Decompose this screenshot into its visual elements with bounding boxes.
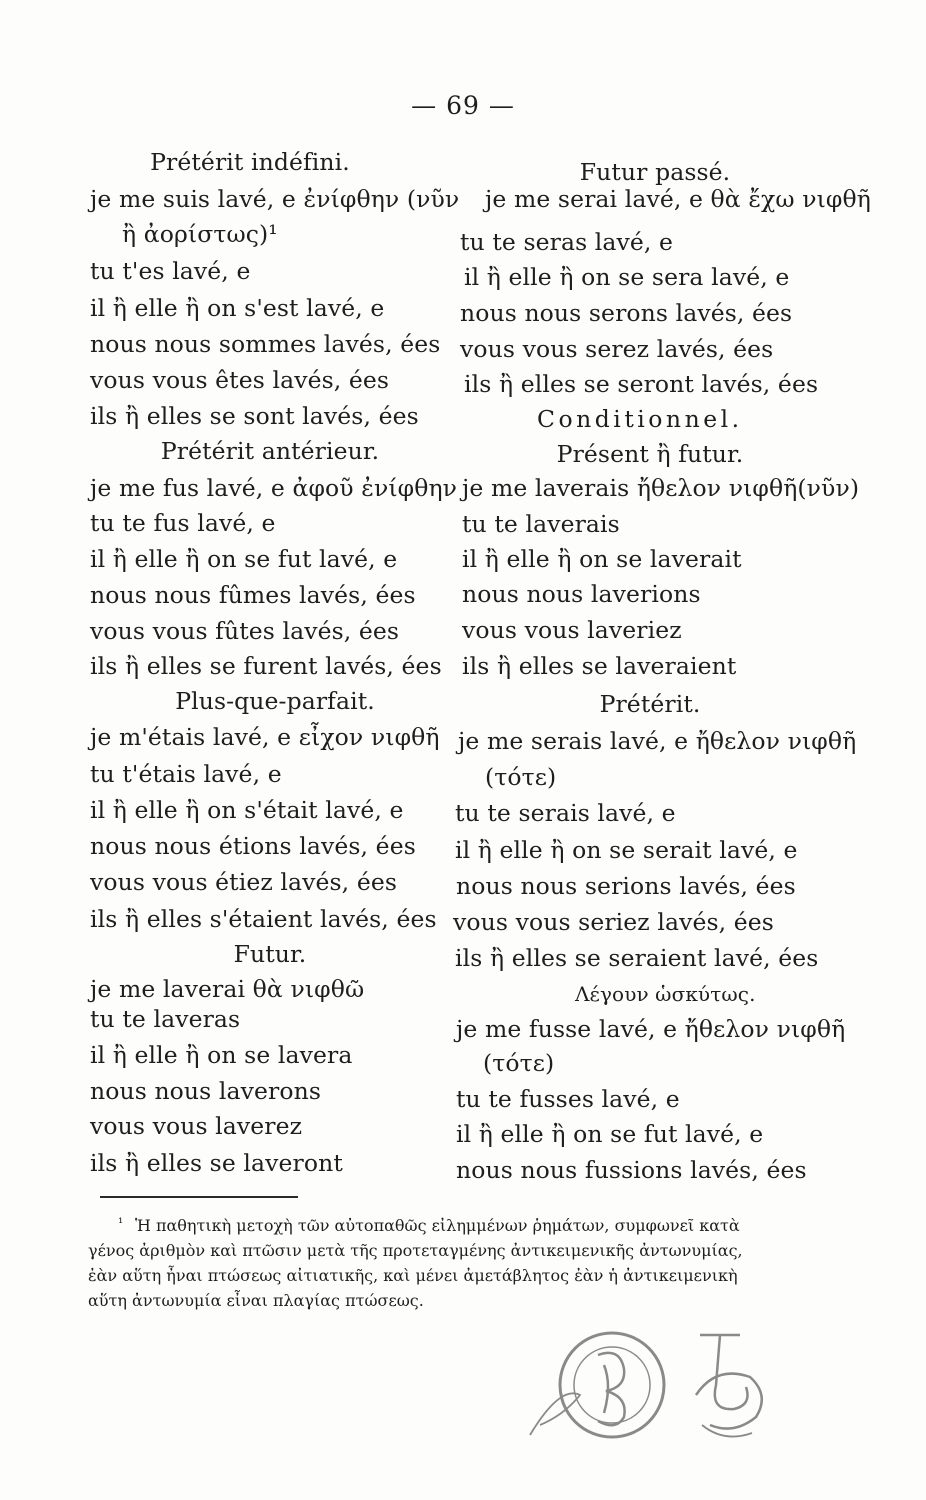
text-line: ils ἢ elles se seraient lavé, ées [455,944,819,972]
page-number: — 69 — [411,91,515,120]
text-line: nous nous laverions [462,580,701,608]
text-line: il ἢ elle ἢ on se serait lavé, e [455,836,798,864]
text-line: ils ἢ elles s'étaient lavés, ées [90,905,437,933]
text-line: (τότε) [485,763,557,791]
text-line: ils ἢ elles se seront lavés, ées [464,370,819,398]
text-line: vous vous serez lavés, ées [460,335,774,363]
text-line: je m'étais lavé, e εἶχον νιφθῆ [90,723,440,751]
text-line: tu t'étais lavé, e [90,760,282,788]
text-line: ils ἢ elles se sont lavés, ées [90,402,419,430]
text-line: tu te laverais [462,510,620,538]
text-line: vous vous êtes lavés, ées [90,366,390,394]
text-line: il ἢ elle ἢ on se sera lavé, e [464,263,790,291]
text-line: il ἢ elle ἢ on s'était lavé, e [90,796,404,824]
footnote-separator [100,1196,298,1198]
text-line: il ἢ elle ἢ on se laverait [462,545,742,573]
text-line: je me fusse lavé, e ἤθελον νιφθῆ [456,1015,846,1043]
text-line: nous nous fûmes lavés, ées [90,581,416,609]
heading-futur-passe: Futur passé. [579,158,731,186]
text-line: nous nous fussions lavés, ées [456,1156,807,1184]
heading-futur: Futur. [233,940,307,968]
footnote-line: ἐὰν αὕτη ἦναι πτώσεως αἰτιατικῆς, καὶ μένει ἀμετάβλητος ἐὰν ἡ ἀντικειμενικὴ [88,1266,738,1285]
text-line: nous nous sommes lavés, ées [90,330,441,358]
text-line: nous nous serions lavés, ées [456,872,796,900]
text-line: je me serais lavé, e ἤθελον νιφθῆ [458,727,857,755]
text-line: nous nous étions lavés, ées [90,832,416,860]
text-line: je me serai lavé, e θὰ ἔχω νιφθῆ [485,185,871,213]
text-line: tu te laveras [90,1005,241,1033]
text-line: vous vous laveriez [462,616,682,644]
text-line: je me fus lavé, e ἀφοῦ ἐνίφθην [90,474,458,502]
footnote-line: αὕτη ἀντωνυμία εἶναι πλαγίας πτώσεως. [88,1291,424,1310]
heading-legoun-oskytos: Λέγουν ὡσκύτως. [575,982,756,1006]
text-line: nous nous laverons [90,1077,321,1105]
heading-present-futur: Présent ἢ futur. [556,440,744,468]
text-line: il ἢ elle ἢ on se fut lavé, e [456,1120,764,1148]
text-line: (τότε) [483,1049,555,1077]
text-line: je me suis lavé, e ἐνίφθην (νῦν [90,185,460,213]
text-line: vous vous laverez [90,1112,303,1140]
heading-preterit-indefini: Prétérit indéfini. [150,148,350,176]
text-line: il ἢ elle ἢ on s'est lavé, e [90,294,385,322]
text-line: tu t'es lavé, e [90,257,251,285]
heading-preterit-anterieur: Prétérit antérieur. [160,437,380,465]
text-line: nous nous serons lavés, ées [460,299,793,327]
text-line: ils ἢ elles se laveront [90,1149,343,1177]
heading-plus-que-parfait: Plus-que-parfait. [175,687,375,715]
text-line: tu te seras lavé, e [460,228,674,256]
text-line: ἢ ἀορίστως)¹ [122,220,278,248]
text-line: il ἢ elle ἢ on se lavera [90,1041,353,1069]
footnote-line: γένος ἀριθμὸν καὶ πτῶσιν μετὰ τῆς προτεταγμένης ἀντικειμενικῆς ἀντωνυμίας, [88,1241,743,1260]
footnote-marker: ¹ [118,1216,124,1231]
text-line: ils ἢ elles se furent lavés, ées [90,652,442,680]
text-line: il ἢ elle ἢ on se fut lavé, e [90,545,398,573]
text-line: vous vous seriez lavés, ées [453,908,774,936]
text-line: ils ἢ elles se laveraient [462,652,737,680]
text-line: tu te fus lavé, e [90,509,276,537]
heading-preterit: Prétérit. [599,690,701,718]
text-line: vous vous étiez lavés, ées [90,868,397,896]
text-line: je me laverais ἤθελον νιφθῆ(νῦν) [462,474,860,502]
library-stamp-icon [520,1325,780,1455]
heading-conditionnel: Conditionnel. [537,405,743,433]
text-line: tu te serais lavé, e [455,799,676,827]
footnote-line: Ἡ παθητικὴ μετοχὴ τῶν αὐτοπαθῶς εἰλημμένων ῥημάτων, συμφωνεῖ κατὰ [135,1216,740,1235]
text-line: je me laverai θὰ νιφθῶ [90,975,365,1003]
text-line: vous vous fûtes lavés, ées [90,617,400,645]
text-line: tu te fusses lavé, e [456,1085,680,1113]
